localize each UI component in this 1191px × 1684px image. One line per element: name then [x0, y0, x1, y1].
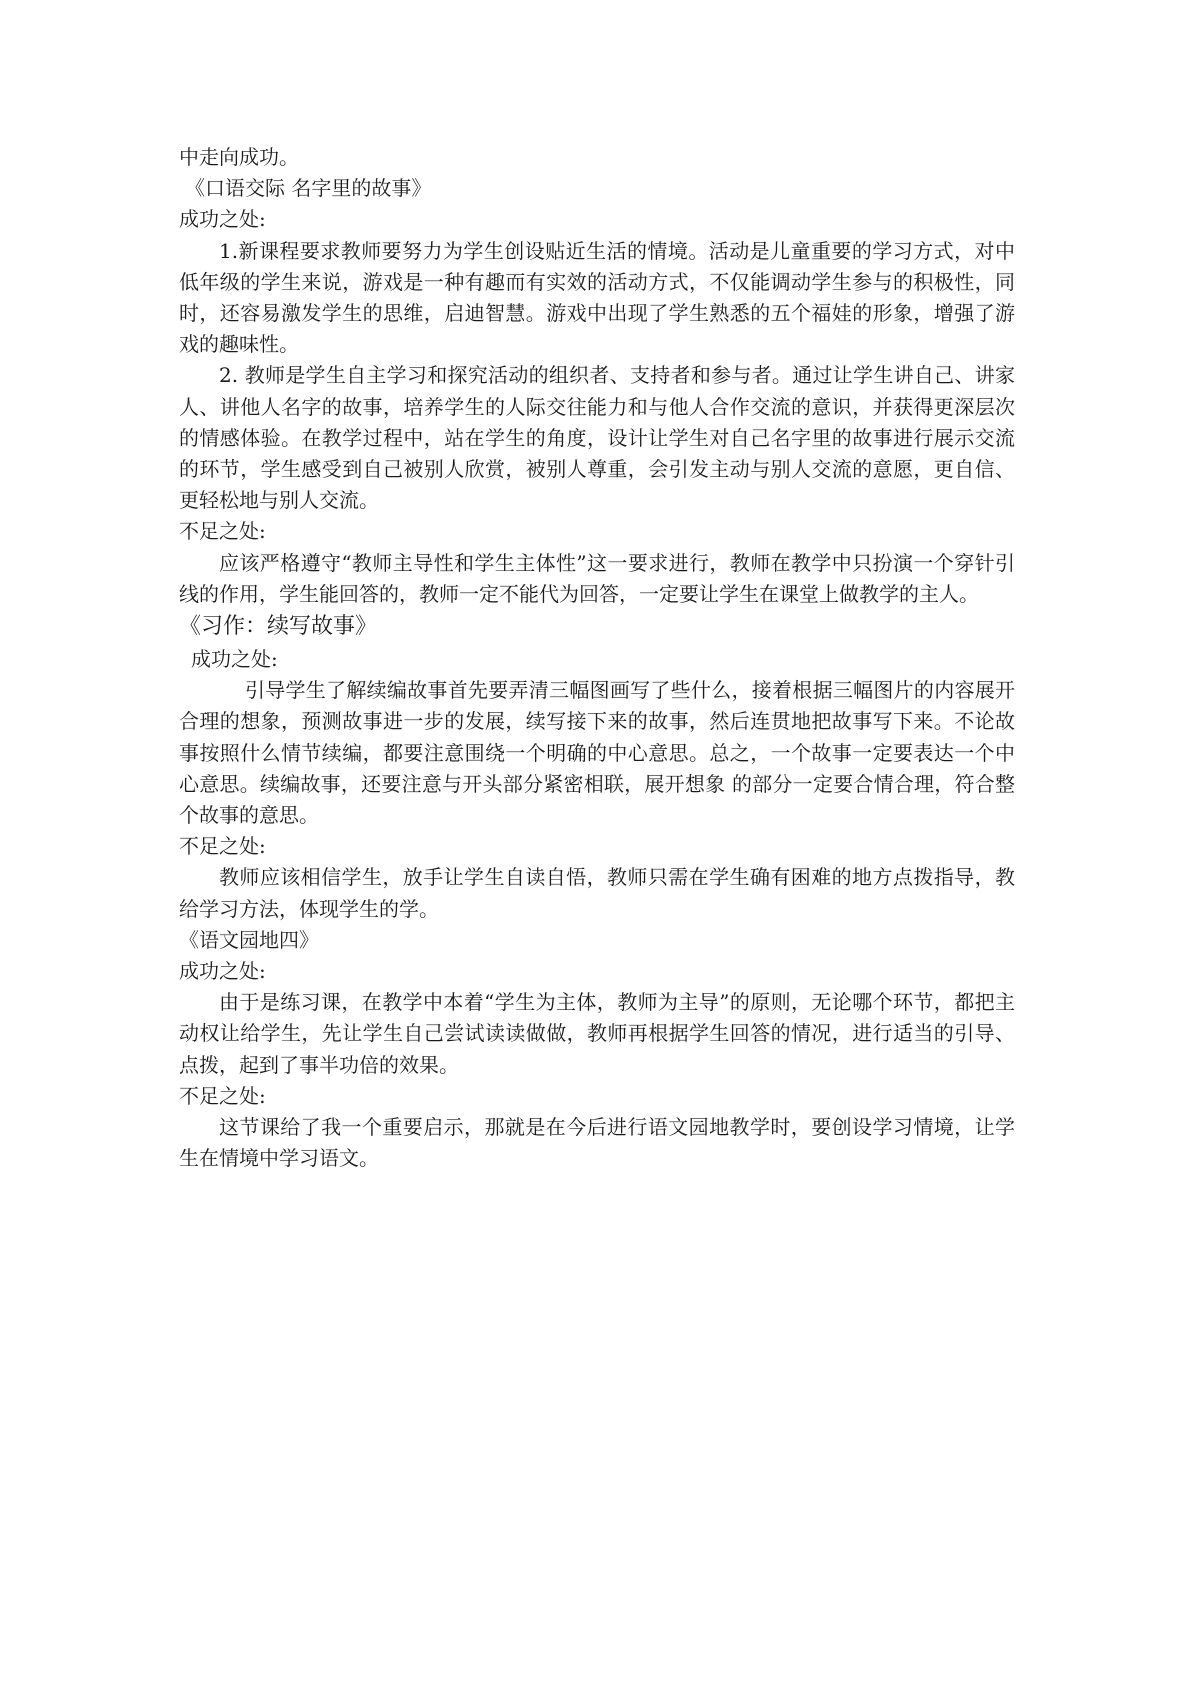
- shortcoming-paragraph: 教师应该相信学生，放手让学生自读自悟，教师只需在学生确有困难的地方点拨指导，教给学习方法，体现学生的学。: [179, 865, 1015, 921]
- shortcoming-paragraph: 应该严格遵守“教师主导性和学生主体性”这一要求进行，教师在教学中只扮演一个穿针引线的作用，学生能回答的，教师一定不能代为回答，一定要让学生在课堂上做教学的主人。: [179, 550, 1015, 606]
- success-paragraph-2: 2. 教师是学生自主学习和探究活动的组织者、支持者和参与者。通过让学生讲自己、讲家人、讲他人名字的故事，培养学生的人际交往能力和与他人合作交流的意识，并获得更深层次的情感体验。在教学过程中，站在学生的角度，设计让学生对自己名字里的故事进行展示交流的环节，学生感受到自己被别人欣赏，被别人尊重，会引发主动与别人交流的意愿，更自信、更轻松地与别人交流。: [179, 363, 1015, 513]
- shortcoming-label: 不足之处:: [179, 834, 266, 859]
- success-label: 成功之处:: [179, 207, 266, 232]
- shortcoming-paragraph: 这节课给了我一个重要启示，那就是在今后进行语文园地教学时，要创设学习情境，让学生在情境中学习语文。: [179, 1115, 1015, 1171]
- continuation-text: 中走向成功。: [179, 145, 299, 169]
- shortcoming-label: 不足之处:: [179, 1083, 266, 1108]
- section-title-chinese-garden: 《语文园地四》: [179, 927, 319, 952]
- section-title-oral-communication: 《口语交际 名字里的故事》: [185, 176, 432, 201]
- shortcoming-label: 不足之处:: [179, 519, 266, 544]
- success-label: 成功之处:: [179, 959, 266, 984]
- success-label: 成功之处:: [191, 647, 278, 672]
- success-paragraph: 由于是练习课，在教学中本着“学生为主体，教师为主导”的原则，无论哪个环节，都把主动权让给学生，先让学生自己尝试读读做做，教师再根据学生回答的情况，进行适当的引导、点拨，起到了事半功倍的效果。: [179, 990, 1015, 1077]
- section-title-writing: 《习作：续写故事》: [179, 614, 378, 640]
- success-paragraph: 引导学生了解续编故事首先要弄清三幅图画写了些什么，接着根据三幅图片的内容展开合理的想象，预测故事进一步的发展，续写接下来的故事，然后连贯地把故事写下来。不论故事按照什么情节续编，都要注意围绕一个明确的中心意思。总之，一个故事一定要表达一个中心意思。续编故事，还要注意与开头部分紧密相联，展开想象 的部分一定要合情合理，符合整个故事的意思。: [179, 678, 1015, 828]
- document-body: [179, 142, 1015, 1175]
- success-paragraph-1: 1.新课程要求教师要努力为学生创设贴近生活的情境。活动是儿童重要的学习方式，对中低年级的学生来说，游戏是一种有趣而有实效的活动方式，不仅能调动学生参与的积极性，同时，还容易激发学生的思维，启迪智慧。游戏中出现了学生熟悉的五个福娃的形象，增强了游戏的趣味性。: [179, 238, 1015, 357]
